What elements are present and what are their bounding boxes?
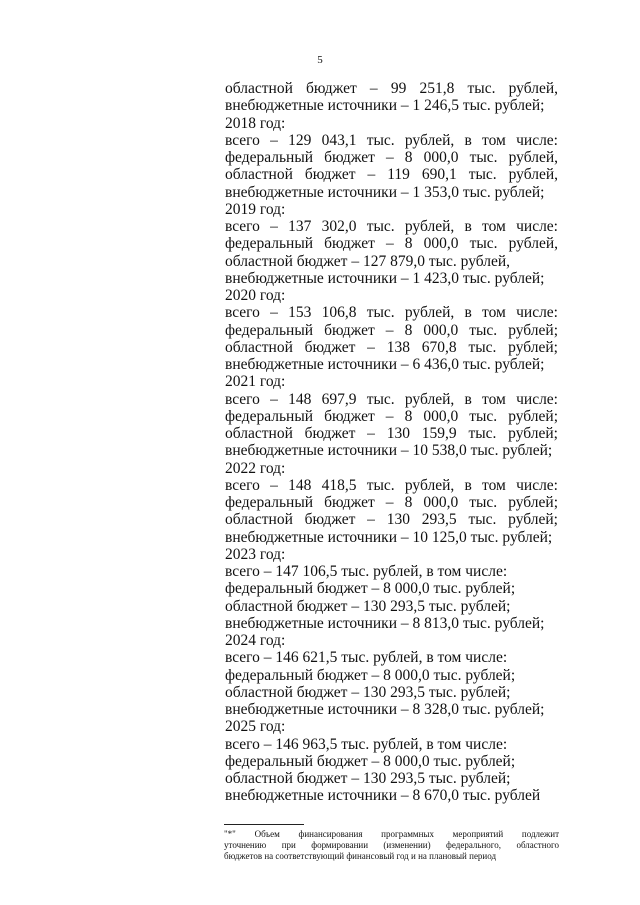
text-line: федеральный бюджет – 8 000,0 тыс. рублей; bbox=[225, 494, 558, 511]
text-line: всего – 147 106,5 тыс. рублей, в том числе: bbox=[225, 563, 508, 580]
footnote-line: бюджетов на соответствующий финансовый год и на плановый период bbox=[224, 851, 497, 861]
text-line: всего – 148 418,5 тыс. рублей, в том числе: bbox=[225, 476, 558, 494]
footnote-line: "*" Объем финансирования программных мероприятий подлежит bbox=[224, 829, 559, 839]
text-line: областной бюджет – 127 879,0 тыс. рублей, bbox=[225, 252, 511, 270]
text-line: федеральный бюджет – 8 000,0 тыс. рублей, bbox=[225, 149, 558, 166]
text-line: федеральный бюджет – 8 000,0 тыс. рублей; bbox=[225, 580, 516, 598]
page-number: 5 bbox=[317, 54, 323, 66]
text-line: всего – 146 963,5 тыс. рублей, в том числе: bbox=[225, 735, 508, 753]
text-line: всего – 137 302,0 тыс. рублей, в том числе: bbox=[225, 218, 558, 235]
text-line: внебюджетные источники – 8 328,0 тыс. рублей; bbox=[225, 701, 545, 718]
funding-text bbox=[225, 80, 558, 805]
text-line: внебюджетные источники – 8 813,0 тыс. рублей; bbox=[225, 614, 545, 632]
footnote-separator bbox=[224, 824, 304, 825]
text-line: федеральный бюджет – 8 000,0 тыс. рублей, bbox=[225, 235, 558, 253]
text-line: федеральный бюджет – 8 000,0 тыс. рублей; bbox=[225, 752, 516, 770]
text-line: 2021 год: bbox=[225, 373, 286, 391]
text-line: внебюджетные источники – 6 436,0 тыс. рублей; bbox=[225, 356, 545, 373]
text-line: всего – 148 697,9 тыс. рублей, в том числе: bbox=[225, 390, 558, 408]
text-line: внебюджетные источники – 10 538,0 тыс. рублей; bbox=[225, 442, 553, 460]
text-line: 2019 год: bbox=[225, 200, 286, 218]
text-line: всего – 153 106,8 тыс. рублей, в том числе: bbox=[225, 304, 558, 322]
text-line: областной бюджет – 130 293,5 тыс. рублей; bbox=[225, 597, 511, 615]
text-line: 2022 год: bbox=[225, 459, 286, 477]
text-line: внебюджетные источники – 1 353,0 тыс. рублей; bbox=[225, 183, 545, 201]
text-line: внебюджетные источники – 1 423,0 тыс. рублей; bbox=[225, 269, 545, 287]
text-line: всего – 146 621,5 тыс. рублей, в том числе: bbox=[225, 649, 508, 667]
text-line: внебюджетные источники – 10 125,0 тыс. рублей; bbox=[225, 528, 553, 546]
text-line: областной бюджет – 119 690,1 тыс. рублей, bbox=[225, 166, 558, 184]
text-line: 2020 год: bbox=[225, 287, 286, 304]
text-line: областной бюджет – 130 159,9 тыс. рублей; bbox=[225, 425, 558, 442]
footnote bbox=[224, 829, 559, 862]
text-line: областной бюджет – 138 670,8 тыс. рублей; bbox=[225, 338, 558, 356]
footnote-line: уточнению при формировании (изменении) федерального, областного bbox=[224, 840, 559, 850]
text-line: областной бюджет – 130 293,5 тыс. рублей; bbox=[225, 511, 558, 529]
text-line: 2023 год: bbox=[225, 545, 286, 563]
text-line: федеральный бюджет – 8 000,0 тыс. рублей; bbox=[225, 666, 516, 684]
text-line: федеральный бюджет – 8 000,0 тыс. рублей; bbox=[225, 407, 558, 425]
text-line: всего – 129 043,1 тыс. рублей, в том числе: bbox=[225, 131, 558, 149]
text-line: областной бюджет – 130 293,5 тыс. рублей; bbox=[225, 683, 511, 701]
text-line: 2025 год: bbox=[225, 718, 286, 736]
text-line: 2018 год: bbox=[225, 114, 286, 132]
text-line: областной бюджет – 130 293,5 тыс. рублей; bbox=[225, 770, 511, 787]
text-line: внебюджетные источники – 1 246,5 тыс. рублей; bbox=[225, 97, 545, 115]
text-line: федеральный бюджет – 8 000,0 тыс. рублей; bbox=[225, 321, 558, 339]
text-line: областной бюджет – 99 251,8 тыс. рублей, bbox=[225, 80, 558, 97]
text-line: 2024 год: bbox=[225, 632, 286, 649]
text-line: внебюджетные источники – 8 670,0 тыс. рублей bbox=[225, 787, 541, 805]
